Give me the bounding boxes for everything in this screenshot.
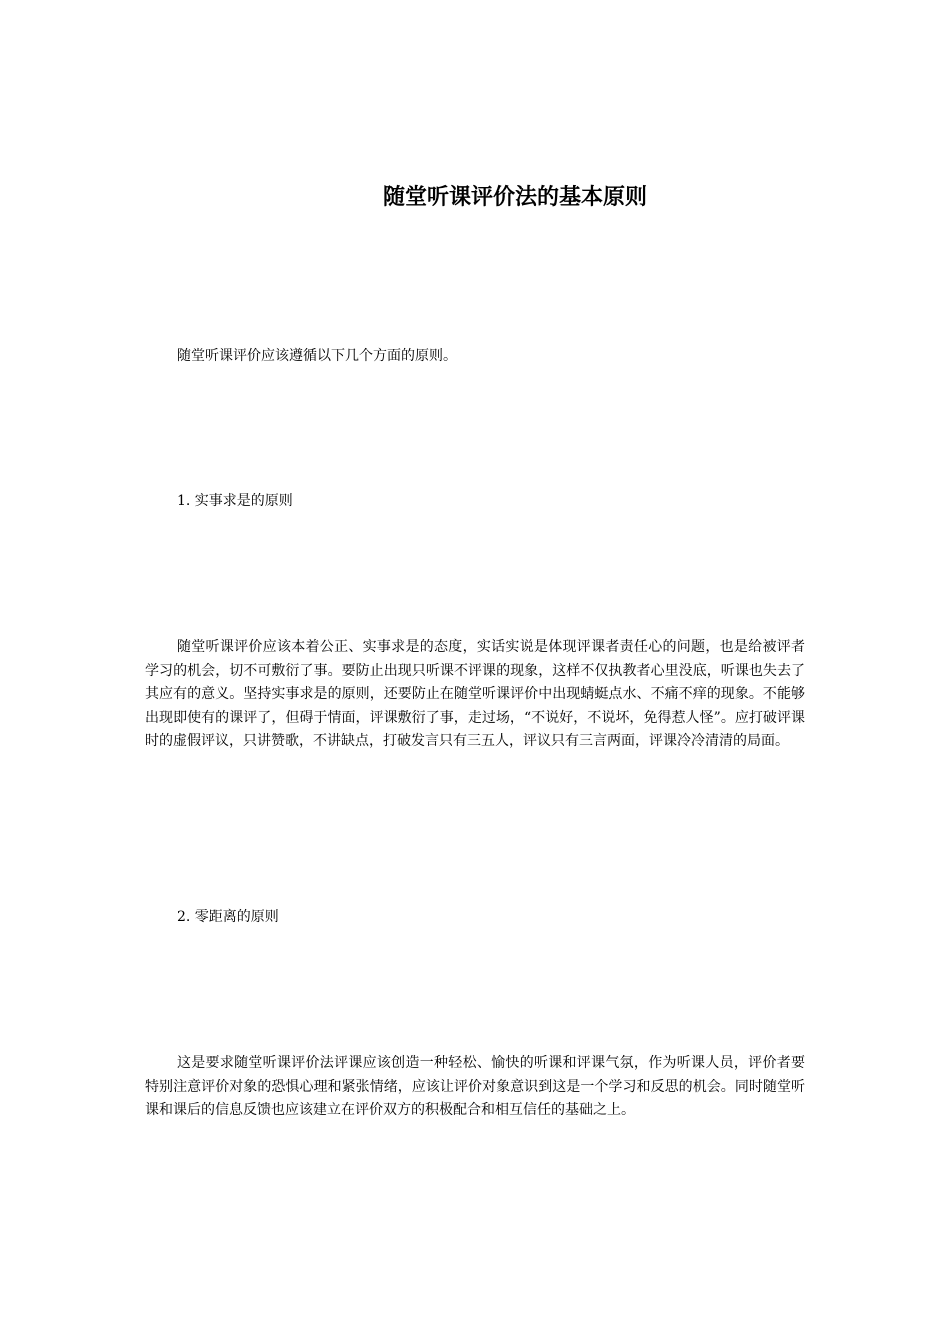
section-body-2: 这是要求随堂听课评价法评课应该创造一种轻松、愉快的听课和评课气氛，作为听课人员，评价者要特别注意评价对象的恐惧心理和紧张情绪，应该让评价对象意识到这是一个学习和反思的机会。同时随堂听课和课后的信息反馈也应该建立在评价双方的积极配合和相互信任的基础之上。: [145, 1055, 805, 1118]
section-heading-2: 2. 零距离的原则: [177, 909, 279, 925]
section-heading-1: 1. 实事求是的原则: [177, 493, 293, 509]
section-body-1: 随堂听课评价应该本着公正、实事求是的态度，实话实说是体现评课者责任心的问题，也是给被评者学习的机会，切不可敷衍了事。要防止出现只听课不评课的现象，这样不仅执教者心里没底，听课也失去了其应有的意义。坚持实事求是的原则，还要防止在随堂听课评价中出现蜻蜓点水、不痛不痒的现象。不能够出现即使有的课评了，但碍于情面，评课敷衍了事，走过场，“不说好，不说坏，免得惹人怪”。应打破评课时的虚假评议，只讲赞歌，不讲缺点，打破发言只有三五人，评议只有三言两面，评课冷冷清清的局面。: [145, 639, 805, 749]
document-title: 随堂听课评价法的基本原则: [382, 185, 647, 210]
intro-paragraph: 随堂听课评价应该遵循以下几个方面的原则。: [177, 348, 457, 364]
